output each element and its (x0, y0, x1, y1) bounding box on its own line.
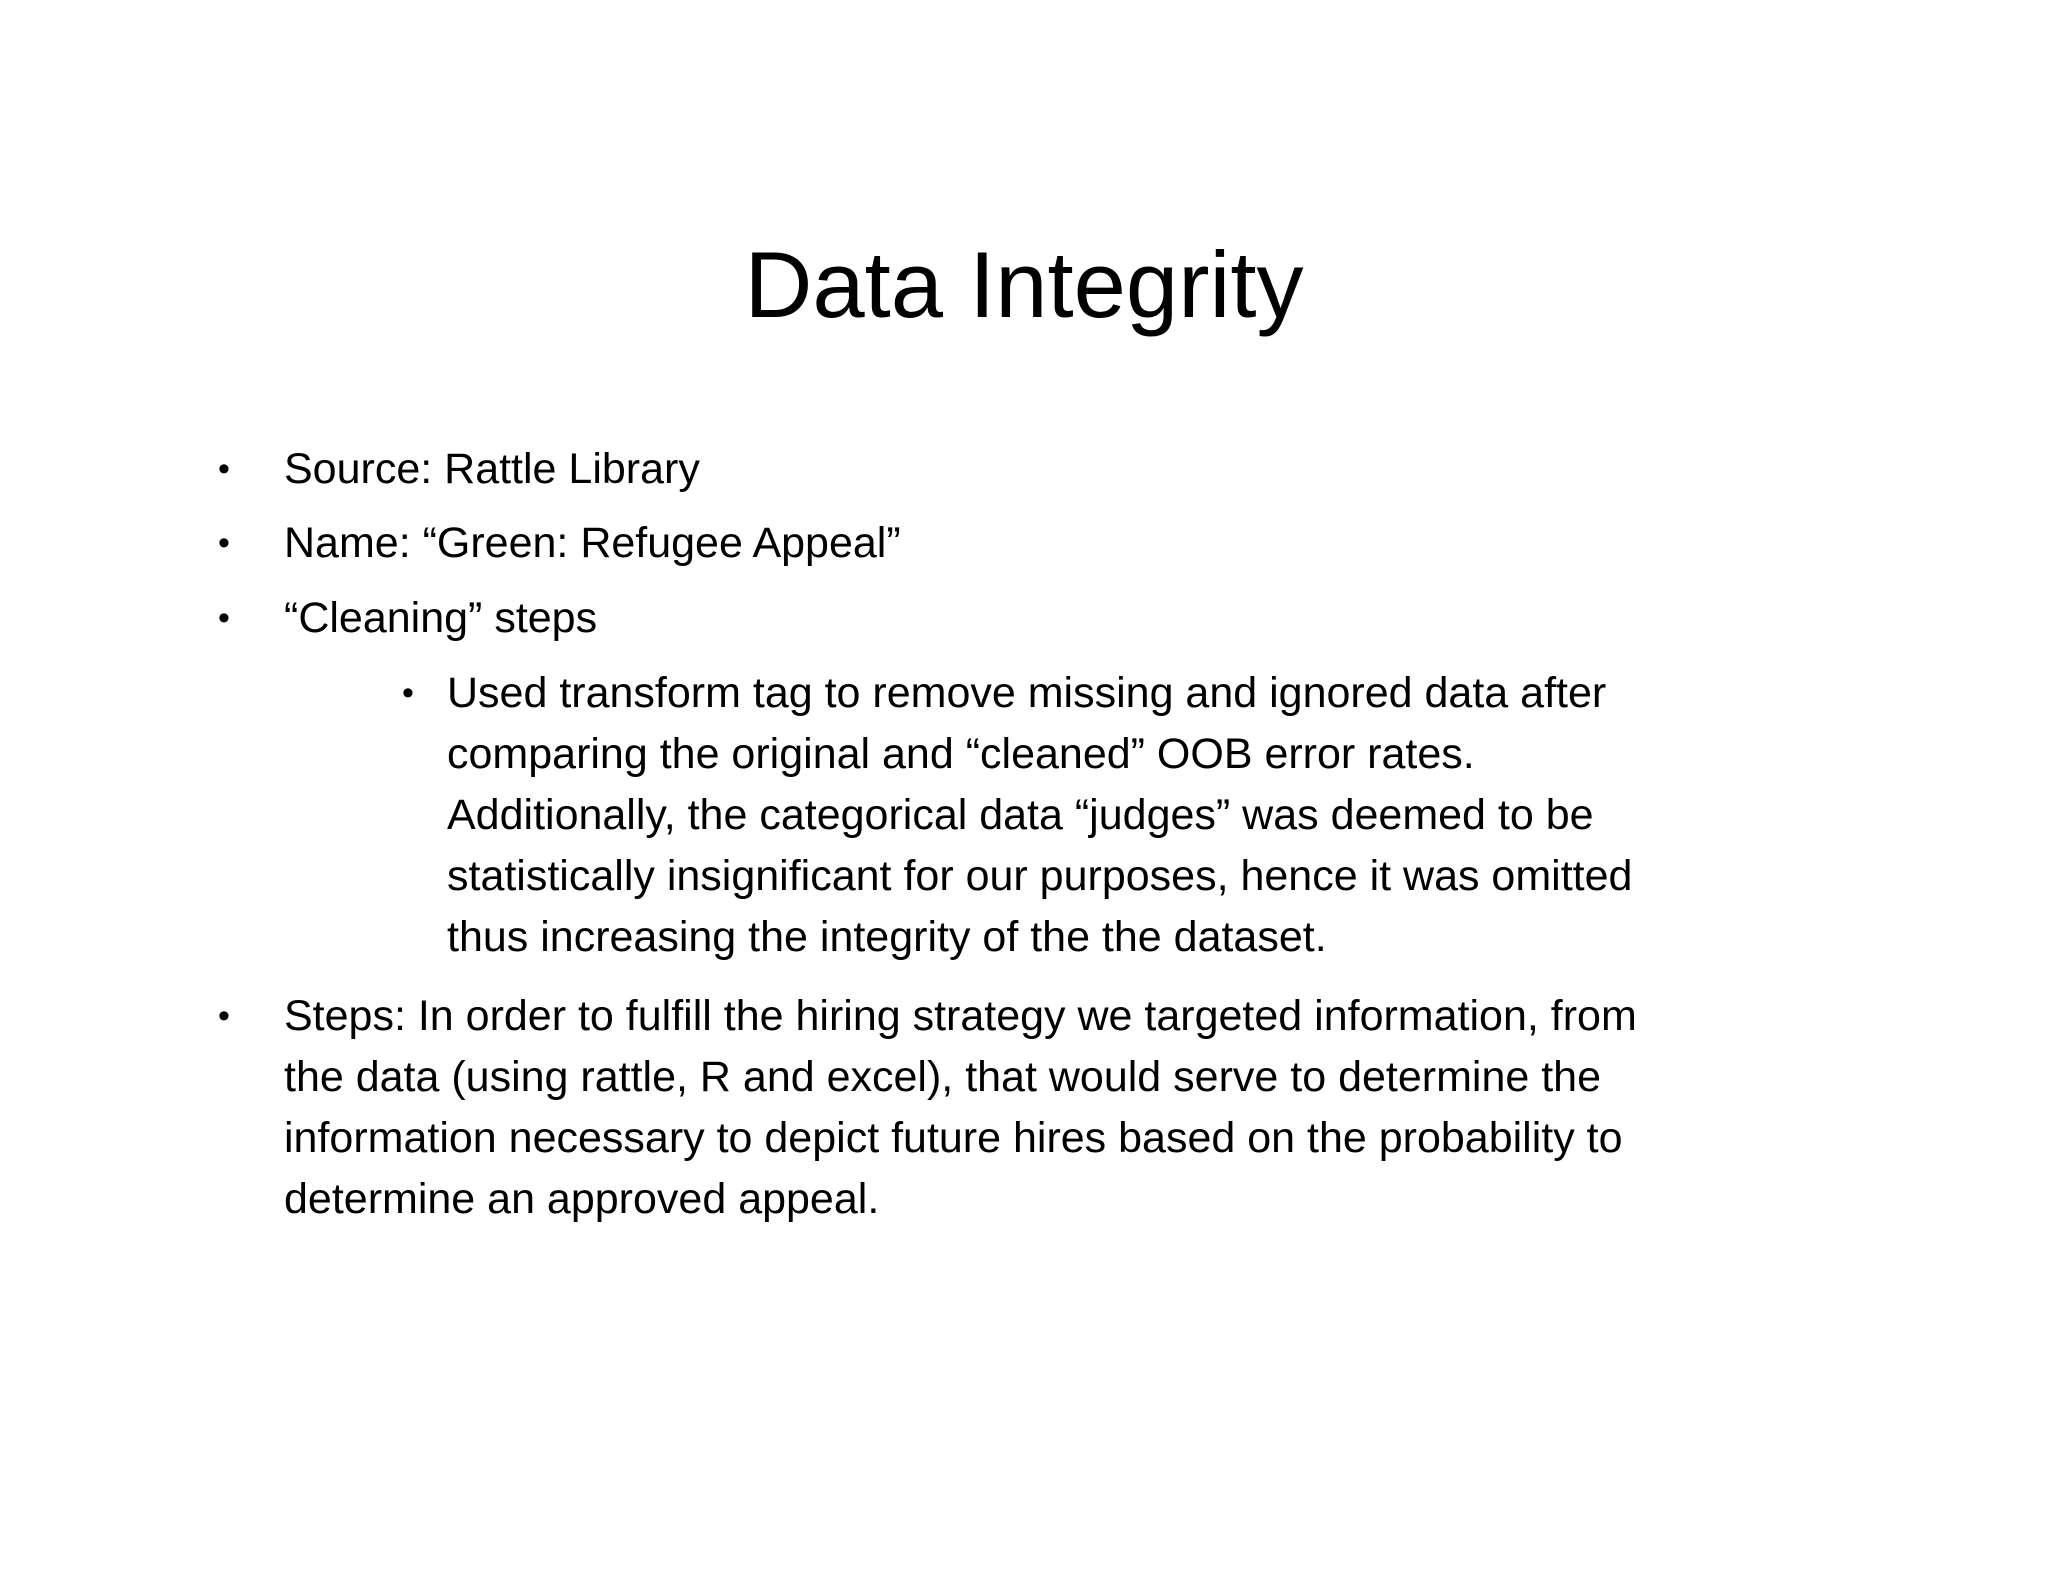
bullet-marker: • (402, 674, 414, 712)
bullet-text: “Cleaning” steps (284, 594, 598, 642)
bullet-text-line: Additionally, the categorical data “judges” was deemed to be (447, 791, 1594, 839)
sub-bullet-item-cleaning-detail (0, 662, 2048, 972)
bullet-marker: • (218, 599, 230, 637)
bullet-marker: • (218, 524, 230, 562)
bullet-text-line: statistically insignificant for our purposes, hence it was omitted (447, 852, 1633, 900)
bullet-item-steps (0, 985, 2048, 1233)
bullet-marker: • (218, 450, 230, 488)
bullet-text: Name: “Green: Refugee Appeal” (284, 519, 901, 567)
bullet-text-line: Steps: In order to fulfill the hiring strategy we targeted information, from (284, 992, 1637, 1040)
bullet-text: Source: Rattle Library (284, 445, 700, 493)
bullet-text-line: thus increasing the integrity of the the dataset. (447, 913, 1327, 961)
bullet-text-line: information necessary to depict future hires based on the probability to (284, 1114, 1623, 1162)
bullet-item-cleaning-steps (0, 587, 2048, 649)
bullet-item-name (0, 512, 2048, 574)
bullet-marker: • (218, 997, 230, 1035)
bullet-text-line: determine an approved appeal. (284, 1175, 880, 1223)
bullet-item-source (0, 438, 2048, 500)
bullet-text-line: Used transform tag to remove missing and ignored data after (447, 669, 1607, 717)
bullet-text-line: comparing the original and “cleaned” OOB error rates. (447, 730, 1475, 778)
slide-title: Data Integrity (744, 232, 1304, 337)
bullet-text-line: the data (using rattle, R and excel), that would serve to determine the (284, 1053, 1602, 1101)
